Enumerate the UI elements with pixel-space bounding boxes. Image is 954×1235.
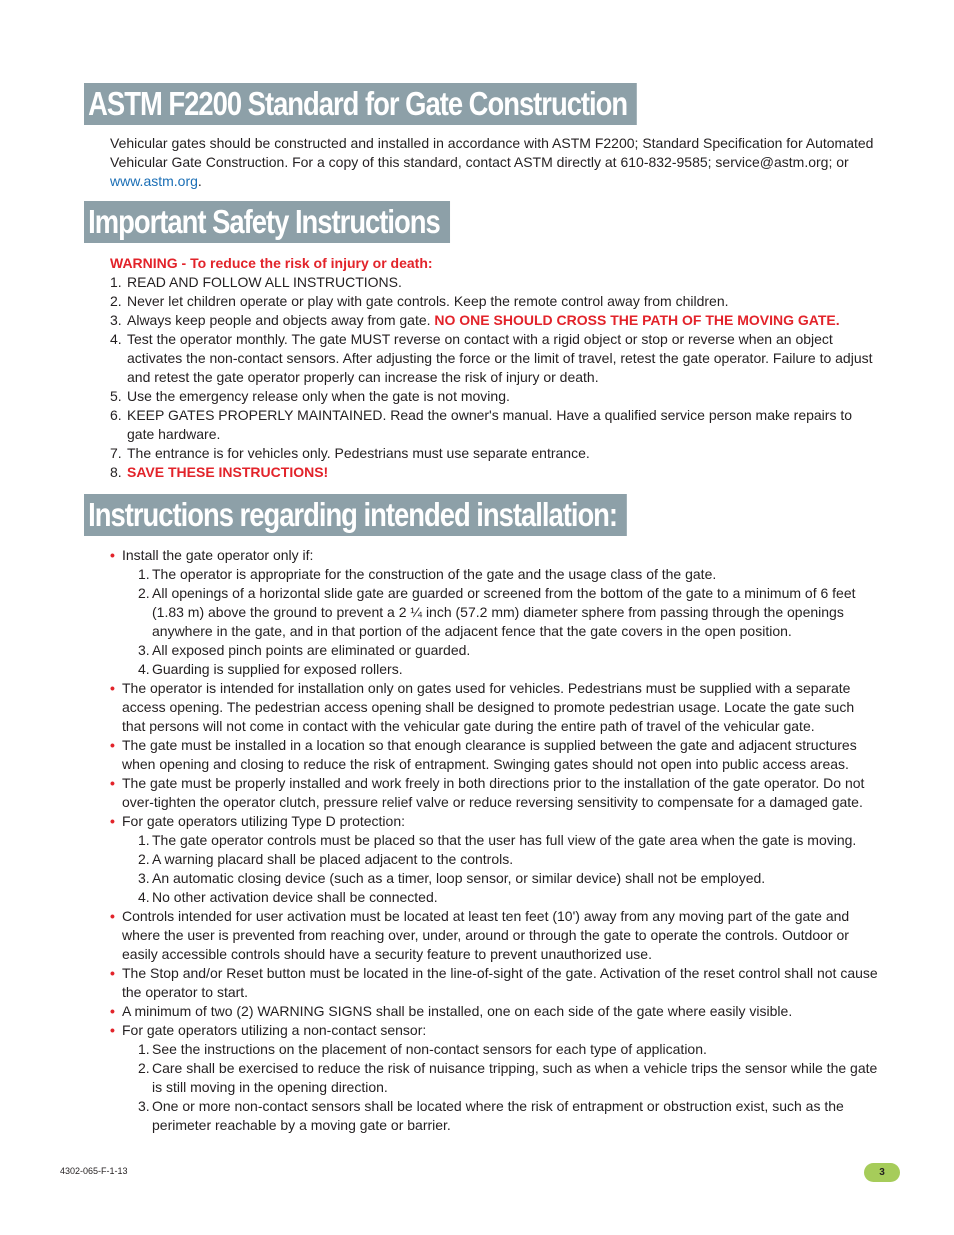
page-number-badge: 3 xyxy=(864,1163,900,1182)
safety-item-body: Never let children operate or play with gate controls. Keep the remote control away from children. xyxy=(127,293,729,309)
install-sub-item xyxy=(138,850,880,869)
install-sub-item xyxy=(138,1040,880,1059)
safety-item-number: 8. xyxy=(110,464,122,480)
install-sub-text: No other activation device shall be connected. xyxy=(152,889,438,905)
safety-item-text xyxy=(127,292,880,311)
install-sub-list xyxy=(138,1040,880,1135)
install-sub-number: 2. xyxy=(138,851,150,867)
intro-text: Vehicular gates should be constructed and installed in accordance with ASTM F2200; Standard Specification for Automated Vehicular Gate Construction. For a copy of this standard, contact ASTM directly at 610-832-9585; service@astm.org; or xyxy=(110,135,874,170)
bullet-icon: • xyxy=(110,813,115,829)
install-sub-text: A warning placard shall be placed adjacent to the controls. xyxy=(152,851,514,867)
safety-item xyxy=(110,292,880,311)
safety-item-text xyxy=(127,311,880,330)
safety-item xyxy=(110,330,880,387)
safety-item xyxy=(110,444,880,463)
safety-item-body: KEEP GATES PROPERLY MAINTAINED. Read the owner's manual. Have a qualified service person make repairs to gate hardware. xyxy=(127,407,853,442)
install-sub-list xyxy=(138,565,880,679)
install-sub-number: 2. xyxy=(138,1060,150,1076)
astm-link[interactable]: www.astm.org xyxy=(110,173,198,189)
safety-item-number: 6. xyxy=(110,407,122,423)
safety-item-text xyxy=(127,463,880,482)
warning-line: WARNING - To reduce the risk of injury or death: xyxy=(110,255,433,271)
safety-item-text xyxy=(127,330,880,387)
safety-item-body: Use the emergency release only when the gate is not moving. xyxy=(127,388,510,404)
safety-item xyxy=(110,463,880,482)
install-bullet-text: The gate must be installed in a location so that enough clearance is supplied between the gate and adjacent structures when opening and closing to reduce the risk of entrapment. Swinging gates should not open into public access areas. xyxy=(122,737,857,772)
safety-list xyxy=(110,273,880,482)
install-sub-list xyxy=(138,831,880,907)
safety-item-text xyxy=(127,444,880,463)
install-sub-text: All exposed pinch points are eliminated or guarded. xyxy=(152,642,471,658)
safety-item-body: Always keep people and objects away from gate. xyxy=(127,312,435,328)
safety-item-number: 7. xyxy=(110,445,122,461)
install-bullet-item xyxy=(110,774,880,812)
bullet-icon: • xyxy=(110,908,115,924)
install-sub-item xyxy=(138,641,880,660)
install-sub-number: 4. xyxy=(138,661,150,677)
install-sub-item xyxy=(138,888,880,907)
bullet-icon: • xyxy=(110,1022,115,1038)
install-bullet-item xyxy=(110,679,880,736)
install-bullet-item xyxy=(110,546,880,565)
safety-item xyxy=(110,311,880,330)
heading-safety-instructions: Important Safety Instructions xyxy=(84,201,450,243)
install-sub-number: 3. xyxy=(138,1098,150,1114)
install-bullet-text: The gate must be properly installed and work freely in both directions prior to the installation of the gate operator. Do not over-tighten the operator clutch, pressure relief valve or reduce reversing sensitivity to compensate for a damaged gate. xyxy=(122,775,865,810)
safety-section xyxy=(110,254,880,482)
install-sub-number: 1. xyxy=(138,566,150,582)
install-bullet-text: Controls intended for user activation must be located at least ten feet (10') away from any moving part of the gate and where the user is prevented from reaching over, under, around or through the gate to operate the controls. Outdoor or easily accessible controls should have a security feature to prevent unauthorized use. xyxy=(122,908,850,962)
install-sub-item xyxy=(138,1097,880,1135)
safety-item-number: 5. xyxy=(110,388,122,404)
install-sub-text: The operator is appropriate for the construction of the gate and the usage class of the gate. xyxy=(152,566,717,582)
install-sub-number: 4. xyxy=(138,889,150,905)
safety-item-body: Test the operator monthly. The gate MUST reverse on contact with a rigid object or stop or reverse when an object activates the non-contact sensors. After adjusting the force or the limit of travel, retest the gate operator. Failure to adjust and retest the gate operator properly can increase the risk of injury or death. xyxy=(127,331,873,385)
heading-intended-installation: Instructions regarding intended installation: xyxy=(84,494,627,536)
install-sub-text: All openings of a horizontal slide gate are guarded or screened from the bottom of the gate to a minimum of 6 feet (1.83 m) above the ground to prevent a 2 ¼ inch (57.2 mm) diameter sphere from passing through the openings anywhere in the gate, and in that portion of the adjacent fence that the gate covers in the open position. xyxy=(152,585,856,639)
install-bullet-text: For gate operators utilizing Type D protection: xyxy=(122,813,406,829)
install-bullet-text: The operator is intended for installation only on gates used for vehicles. Pedestrians must be supplied with a separate access opening. The pedestrian access opening shall be designed to promote pedestrian usage. Locate the gate such that persons will not come in contact with the vehicular gate during the entire path of travel of the vehicular gate. xyxy=(122,680,855,734)
install-bullet-item xyxy=(110,1021,880,1040)
install-bullet-text: For gate operators utilizing a non-contact sensor: xyxy=(122,1022,427,1038)
install-bullet-text: The Stop and/or Reset button must be located in the line-of-sight of the gate. Activation of the reset control shall not cause the operator to start. xyxy=(122,965,878,1000)
bullet-icon: • xyxy=(110,547,115,563)
install-sub-number: 1. xyxy=(138,832,150,848)
safety-item-text xyxy=(127,273,880,292)
safety-item-number: 1. xyxy=(110,274,122,290)
install-sub-item xyxy=(138,869,880,888)
install-sub-number: 3. xyxy=(138,642,150,658)
install-bullet-item xyxy=(110,964,880,1002)
safety-item xyxy=(110,406,880,444)
intro-paragraph xyxy=(110,134,880,191)
safety-item-emphasis: NO ONE SHOULD CROSS THE PATH OF THE MOVING GATE. xyxy=(434,312,840,328)
safety-item-number: 4. xyxy=(110,331,122,347)
install-sub-item xyxy=(138,1059,880,1097)
safety-item-number: 3. xyxy=(110,312,122,328)
bullet-icon: • xyxy=(110,1003,115,1019)
safety-item-body: READ AND FOLLOW ALL INSTRUCTIONS. xyxy=(127,274,402,290)
install-sub-item xyxy=(138,660,880,679)
install-sub-number: 2. xyxy=(138,585,150,601)
install-sub-item xyxy=(138,584,880,641)
install-sub-text: Care shall be exercised to reduce the risk of nuisance tripping, such as when a vehicle trips the sensor while the gate is still moving in the opening direction. xyxy=(152,1060,878,1095)
document-code: 4302-065-F-1-13 xyxy=(60,1166,128,1176)
safety-item-body: The entrance is for vehicles only. Pedestrians must use separate entrance. xyxy=(127,445,590,461)
install-bullet-item xyxy=(110,812,880,831)
install-bullet-item xyxy=(110,907,880,964)
heading-astm-standard: ASTM F2200 Standard for Gate Construction xyxy=(84,83,637,125)
safety-item xyxy=(110,273,880,292)
bullet-icon: • xyxy=(110,737,115,753)
intro-end: . xyxy=(197,173,202,189)
install-sub-text: One or more non-contact sensors shall be located where the risk of entrapment or obstruction exist, such as the perimeter reachable by a moving gate or barrier. xyxy=(152,1098,844,1133)
safety-item-emphasis: SAVE THESE INSTRUCTIONS! xyxy=(127,464,329,480)
install-sub-text: See the instructions on the placement of non-contact sensors for each type of application. xyxy=(152,1041,707,1057)
install-bullet-text: A minimum of two (2) WARNING SIGNS shall be installed, one on each side of the gate where easily visible. xyxy=(122,1003,793,1019)
install-sub-text: An automatic closing device (such as a timer, loop sensor, or similar device) shall not be employed. xyxy=(152,870,766,886)
bullet-icon: • xyxy=(110,965,115,981)
safety-item-text xyxy=(127,406,880,444)
install-sub-number: 1. xyxy=(138,1041,150,1057)
install-sub-text: The gate operator controls must be placed so that the user has full view of the gate area when the gate is moving. xyxy=(152,832,857,848)
install-sub-number: 3. xyxy=(138,870,150,886)
safety-item xyxy=(110,387,880,406)
install-sub-item xyxy=(138,831,880,850)
bullet-icon: • xyxy=(110,775,115,791)
installation-list xyxy=(110,546,880,1135)
bullet-icon: • xyxy=(110,680,115,696)
installation-section xyxy=(110,546,880,1135)
safety-item-text xyxy=(127,387,880,406)
install-bullet-item xyxy=(110,1002,880,1021)
safety-item-number: 2. xyxy=(110,293,122,309)
install-bullet-text: Install the gate operator only if: xyxy=(122,547,314,563)
install-bullet-item xyxy=(110,736,880,774)
install-sub-text: Guarding is supplied for exposed rollers. xyxy=(152,661,403,677)
install-sub-item xyxy=(138,565,880,584)
